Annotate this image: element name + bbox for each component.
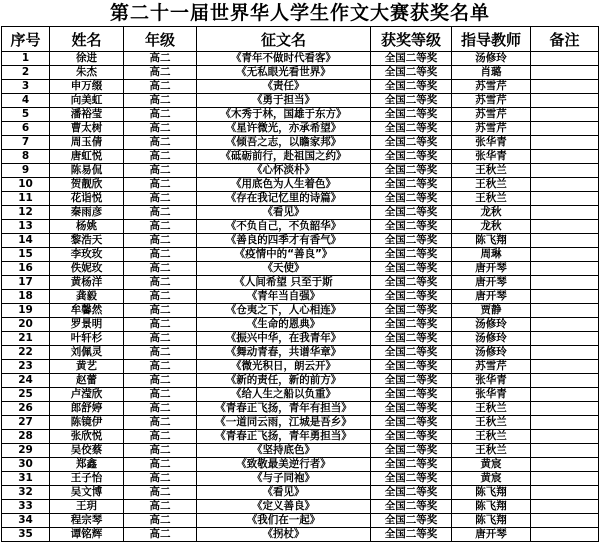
cell-note [531,80,599,94]
cell-row-number: 18 [2,290,50,304]
cell-row-number: 8 [2,150,50,164]
cell-award-level: 全国二等奖 [371,164,452,178]
cell-student-name: 张欣悦 [50,430,124,444]
cell-row-number: 29 [2,444,50,458]
table-row [2,262,599,276]
cell-teacher-name: 汤修玲 [452,346,531,360]
cell-essay-title: 《致敬最美逆行者》 [197,458,371,472]
table-row [2,94,599,108]
cell-teacher-name: 王秋兰 [452,444,531,458]
cell-grade: 高二 [124,528,197,542]
cell-row-number: 31 [2,472,50,486]
table-row [2,206,599,220]
cell-student-name: 王子怡 [50,472,124,486]
cell-student-name: 吴佼蔡 [50,444,124,458]
cell-note [531,248,599,262]
cell-row-number: 14 [2,234,50,248]
cell-note [531,318,599,332]
cell-award-level: 全国二等奖 [371,402,452,416]
cell-essay-title: 《坚持底色》 [197,444,371,458]
cell-award-level: 全国二等奖 [371,486,452,500]
cell-row-number: 10 [2,178,50,192]
cell-teacher-name: 张华青 [452,388,531,402]
header-row [2,27,599,52]
cell-row-number: 12 [2,206,50,220]
cell-student-name: 赵蕾 [50,374,124,388]
cell-note [531,290,599,304]
cell-note [531,150,599,164]
cell-student-name: 程宗琴 [50,514,124,528]
cell-student-name: 秦雨彦 [50,206,124,220]
cell-student-name: 牟馨然 [50,304,124,318]
cell-student-name: 刘佩灵 [50,346,124,360]
cell-essay-title: 《拐杖》 [197,528,371,542]
cell-teacher-name: 王秋兰 [452,430,531,444]
cell-grade: 高二 [124,66,197,80]
cell-note [531,416,599,430]
cell-note [531,430,599,444]
page-title: 第二十一届世界华人学生作文大赛获奖名单 [109,2,490,24]
cell-essay-title: 《我们在一起》 [197,514,371,528]
cell-row-number: 25 [2,388,50,402]
cell-student-name: 吴文博 [50,486,124,500]
cell-student-name: 贺靓欣 [50,178,124,192]
cell-note [531,122,599,136]
header-cell-essay: 征文名 [197,27,371,52]
cell-grade: 高二 [124,318,197,332]
cell-award-level: 全国二等奖 [371,374,452,388]
cell-teacher-name: 王秋兰 [452,402,531,416]
header-cell-name: 姓名 [50,27,124,52]
cell-essay-title: 《善良的四季才有香气》 [197,234,371,248]
cell-teacher-name: 陈飞翔 [452,486,531,500]
cell-note [531,528,599,542]
cell-award-level: 全国二等奖 [371,206,452,220]
table-row [2,374,599,388]
table-row [2,52,599,66]
table-row [2,388,599,402]
cell-essay-title: 《天使》 [197,262,371,276]
cell-essay-title: 《责任》 [197,80,371,94]
cell-essay-title: 《仓夷之下，人心相连》 [197,304,371,318]
cell-teacher-name: 王秋兰 [452,178,531,192]
cell-student-name: 黄艺 [50,360,124,374]
cell-note [531,220,599,234]
cell-student-name: 陈易侃 [50,164,124,178]
cell-grade: 高二 [124,500,197,514]
cell-award-level: 全国二等奖 [371,220,452,234]
cell-teacher-name: 唐开琴 [452,276,531,290]
cell-student-name: 卢滢欣 [50,388,124,402]
table-row [2,108,599,122]
cell-note [531,262,599,276]
cell-teacher-name: 黄宸 [452,472,531,486]
cell-teacher-name: 王秋兰 [452,192,531,206]
cell-award-level: 全国二等奖 [371,248,452,262]
cell-note [531,206,599,220]
cell-student-name: 潘裕莹 [50,108,124,122]
cell-note [531,472,599,486]
header-cell-award: 获奖等级 [371,27,452,52]
cell-student-name: 谭铭辉 [50,528,124,542]
cell-note [531,108,599,122]
cell-note [531,234,599,248]
cell-note [531,136,599,150]
cell-note [531,94,599,108]
cell-teacher-name: 周琳 [452,248,531,262]
cell-row-number: 11 [2,192,50,206]
cell-essay-title: 《砥砺前行，赴祖国之约》 [197,150,371,164]
table-row [2,416,599,430]
cell-grade: 高二 [124,206,197,220]
cell-essay-title: 《无私眼光看世界》 [197,66,371,80]
table-row [2,66,599,80]
cell-essay-title: 《存在我记忆里的诗篇》 [197,192,371,206]
cell-essay-title: 《倾吾之志，以瞻家邦》 [197,136,371,150]
cell-award-level: 全国二等奖 [371,94,452,108]
cell-award-level: 全国二等奖 [371,304,452,318]
cell-note [531,458,599,472]
cell-student-name: 花诣悦 [50,192,124,206]
cell-teacher-name: 唐开琴 [452,290,531,304]
cell-row-number: 32 [2,486,50,500]
cell-teacher-name: 王秋兰 [452,164,531,178]
cell-essay-title: 《勇于担当》 [197,94,371,108]
cell-note [531,500,599,514]
table-row [2,332,599,346]
cell-award-level: 全国二等奖 [371,430,452,444]
cell-grade: 高二 [124,136,197,150]
cell-award-level: 全国二等奖 [371,416,452,430]
cell-essay-title: 《给人生之船以负重》 [197,388,371,402]
cell-row-number: 19 [2,304,50,318]
cell-award-level: 全国二等奖 [371,332,452,346]
cell-award-level: 全国二等奖 [371,234,452,248]
cell-student-name: 郑鑫 [50,458,124,472]
cell-grade: 高二 [124,108,197,122]
cell-student-name: 黄杨洋 [50,276,124,290]
cell-award-level: 全国二等奖 [371,150,452,164]
cell-teacher-name: 张华青 [452,136,531,150]
cell-student-name: 唐虹悦 [50,150,124,164]
cell-row-number: 5 [2,108,50,122]
cell-teacher-name: 苏雪芹 [452,122,531,136]
cell-grade: 高二 [124,94,197,108]
cell-award-level: 全国二等奖 [371,262,452,276]
cell-grade: 高二 [124,178,197,192]
cell-student-name: 申万缀 [50,80,124,94]
cell-award-level: 全国二等奖 [371,80,452,94]
cell-note [531,444,599,458]
cell-student-name: 陈镜伊 [50,416,124,430]
cell-grade: 高二 [124,514,197,528]
cell-grade: 高二 [124,388,197,402]
cell-note [531,178,599,192]
cell-teacher-name: 汤修玲 [452,52,531,66]
cell-essay-title: 《青年不做时代看客》 [197,52,371,66]
cell-teacher-name: 汤修玲 [452,318,531,332]
cell-grade: 高二 [124,472,197,486]
cell-student-name: 向美虹 [50,94,124,108]
cell-teacher-name: 王秋兰 [452,416,531,430]
cell-note [531,52,599,66]
cell-note [531,332,599,346]
table-row [2,164,599,178]
cell-note [531,402,599,416]
table-row [2,514,599,528]
cell-row-number: 21 [2,332,50,346]
cell-teacher-name: 陈飞翔 [452,514,531,528]
header-cell-note: 备注 [531,27,599,52]
cell-row-number: 17 [2,276,50,290]
cell-teacher-name: 陈飞翔 [452,234,531,248]
cell-row-number: 1 [2,52,50,66]
cell-essay-title: 《看见》 [197,486,371,500]
cell-grade: 高二 [124,234,197,248]
cell-grade: 高二 [124,402,197,416]
cell-row-number: 7 [2,136,50,150]
cell-award-level: 全国二等奖 [371,458,452,472]
cell-essay-title: 《疫情中的“善良”》 [197,248,371,262]
cell-grade: 高二 [124,122,197,136]
cell-teacher-name: 苏雪芹 [452,108,531,122]
cell-row-number: 3 [2,80,50,94]
cell-grade: 高二 [124,374,197,388]
cell-student-name: 王玥 [50,500,124,514]
cell-grade: 高二 [124,458,197,472]
cell-grade: 高二 [124,80,197,94]
cell-grade: 高二 [124,444,197,458]
cell-essay-title: 《不负自己，不负韶华》 [197,220,371,234]
header-cell-teacher: 指导教师 [452,27,531,52]
cell-note [531,192,599,206]
cell-essay-title: 《用底色为人生着色》 [197,178,371,192]
cell-essay-title: 《微光积日，朗云开》 [197,360,371,374]
table-row [2,122,599,136]
cell-student-name: 曹太树 [50,122,124,136]
cell-teacher-name: 陈飞翔 [452,500,531,514]
table-row [2,276,599,290]
cell-essay-title: 《生命的恩典》 [197,318,371,332]
table-row [2,80,599,94]
cell-award-level: 全国二等奖 [371,290,452,304]
cell-note [531,486,599,500]
cell-note [531,304,599,318]
cell-teacher-name: 贾静 [452,304,531,318]
table-row [2,472,599,486]
cell-row-number: 33 [2,500,50,514]
cell-grade: 高二 [124,304,197,318]
table-row [2,290,599,304]
cell-student-name: 罗景明 [50,318,124,332]
cell-row-number: 9 [2,164,50,178]
cell-row-number: 4 [2,94,50,108]
cell-award-level: 全国二等奖 [371,66,452,80]
award-table [1,26,599,542]
cell-essay-title: 《与子同袍》 [197,472,371,486]
cell-award-level: 全国二等奖 [371,346,452,360]
table-row [2,304,599,318]
cell-row-number: 34 [2,514,50,528]
cell-student-name: 叶轩杉 [50,332,124,346]
cell-essay-title: 《青年当自强》 [197,290,371,304]
cell-award-level: 全国二等奖 [371,500,452,514]
cell-row-number: 13 [2,220,50,234]
cell-essay-title: 《定义善良》 [197,500,371,514]
cell-teacher-name: 唐开琴 [452,528,531,542]
cell-essay-title: 《人间希望 只至于斯 [197,276,371,290]
cell-award-level: 全国二等奖 [371,122,452,136]
table-row [2,458,599,472]
cell-essay-title: 《新的责任，新的前方》 [197,374,371,388]
cell-note [531,66,599,80]
cell-award-level: 全国二等奖 [371,388,452,402]
cell-note [531,514,599,528]
cell-grade: 高二 [124,416,197,430]
cell-row-number: 28 [2,430,50,444]
cell-student-name: 佚妮玫 [50,262,124,276]
cell-teacher-name: 张华青 [452,374,531,388]
cell-teacher-name: 龙秋 [452,206,531,220]
cell-row-number: 27 [2,416,50,430]
cell-row-number: 2 [2,66,50,80]
table-row [2,402,599,416]
cell-essay-title: 《一道同云雨，江城是吾乡》 [197,416,371,430]
cell-award-level: 全国二等奖 [371,276,452,290]
cell-teacher-name: 苏雪芹 [452,80,531,94]
cell-award-level: 全国二等奖 [371,528,452,542]
cell-award-level: 全国二等奖 [371,444,452,458]
table-row [2,136,599,150]
cell-award-level: 全国二等奖 [371,472,452,486]
cell-award-level: 全国二等奖 [371,514,452,528]
header-cell-no: 序号 [2,27,50,52]
cell-teacher-name: 唐开琴 [452,262,531,276]
cell-note [531,276,599,290]
table-row [2,192,599,206]
cell-grade: 高二 [124,276,197,290]
table-row [2,220,599,234]
cell-award-level: 全国二等奖 [371,52,452,66]
cell-grade: 高二 [124,346,197,360]
cell-grade: 高二 [124,486,197,500]
cell-award-level: 全国二等奖 [371,108,452,122]
cell-row-number: 22 [2,346,50,360]
cell-grade: 高二 [124,332,197,346]
cell-grade: 高二 [124,52,197,66]
cell-row-number: 35 [2,528,50,542]
cell-teacher-name: 苏雪芹 [452,360,531,374]
table-row [2,318,599,332]
cell-teacher-name: 苏雪芹 [452,94,531,108]
cell-note [531,374,599,388]
cell-grade: 高二 [124,248,197,262]
cell-teacher-name: 黄宸 [452,458,531,472]
cell-award-level: 全国二等奖 [371,318,452,332]
table-row [2,486,599,500]
cell-grade: 高二 [124,192,197,206]
cell-teacher-name: 张华青 [452,150,531,164]
table-row [2,150,599,164]
cell-grade: 高二 [124,150,197,164]
table-row [2,444,599,458]
cell-grade: 高二 [124,262,197,276]
table-row [2,248,599,262]
cell-student-name: 徐进 [50,52,124,66]
cell-row-number: 24 [2,374,50,388]
cell-essay-title: 《心怀淡朴》 [197,164,371,178]
cell-grade: 高二 [124,360,197,374]
cell-note [531,346,599,360]
cell-award-level: 全国二等奖 [371,136,452,150]
cell-essay-title: 《看见》 [197,206,371,220]
table-row [2,346,599,360]
cell-row-number: 26 [2,402,50,416]
cell-note [531,164,599,178]
table-row [2,430,599,444]
cell-essay-title: 《青春正飞扬，青年勇担当》 [197,430,371,444]
header-cell-grade: 年级 [124,27,197,52]
cell-teacher-name: 肖璐 [452,66,531,80]
cell-row-number: 30 [2,458,50,472]
cell-note [531,360,599,374]
cell-essay-title: 《振兴中华，在我青年》 [197,332,371,346]
cell-student-name: 李玫玫 [50,248,124,262]
table-row [2,360,599,374]
table-row [2,528,599,542]
cell-teacher-name: 龙秋 [452,220,531,234]
cell-grade: 高二 [124,430,197,444]
cell-award-level: 全国二等奖 [371,178,452,192]
cell-student-name: 郎舒婷 [50,402,124,416]
cell-student-name: 周玉倩 [50,136,124,150]
cell-row-number: 23 [2,360,50,374]
cell-row-number: 15 [2,248,50,262]
cell-student-name: 朱杰 [50,66,124,80]
table-row [2,178,599,192]
cell-grade: 高二 [124,290,197,304]
cell-essay-title: 《舞动青春，共谱华章》 [197,346,371,360]
cell-essay-title: 《星许微光，亦承希望》 [197,122,371,136]
cell-note [531,388,599,402]
cell-teacher-name: 汤修玲 [452,332,531,346]
cell-essay-title: 《木秀于林，国雄于东方》 [197,108,371,122]
cell-row-number: 6 [2,122,50,136]
table-row [2,234,599,248]
cell-row-number: 20 [2,318,50,332]
cell-award-level: 全国二等奖 [371,360,452,374]
cell-grade: 高二 [124,220,197,234]
table-row [2,500,599,514]
cell-grade: 高二 [124,164,197,178]
cell-student-name: 龚毅 [50,290,124,304]
cell-award-level: 全国二等奖 [371,192,452,206]
cell-essay-title: 《青春正飞扬，青年有担当》 [197,402,371,416]
table-body [2,52,599,542]
cell-student-name: 黎浩天 [50,234,124,248]
cell-row-number: 16 [2,262,50,276]
cell-student-name: 杨姚 [50,220,124,234]
